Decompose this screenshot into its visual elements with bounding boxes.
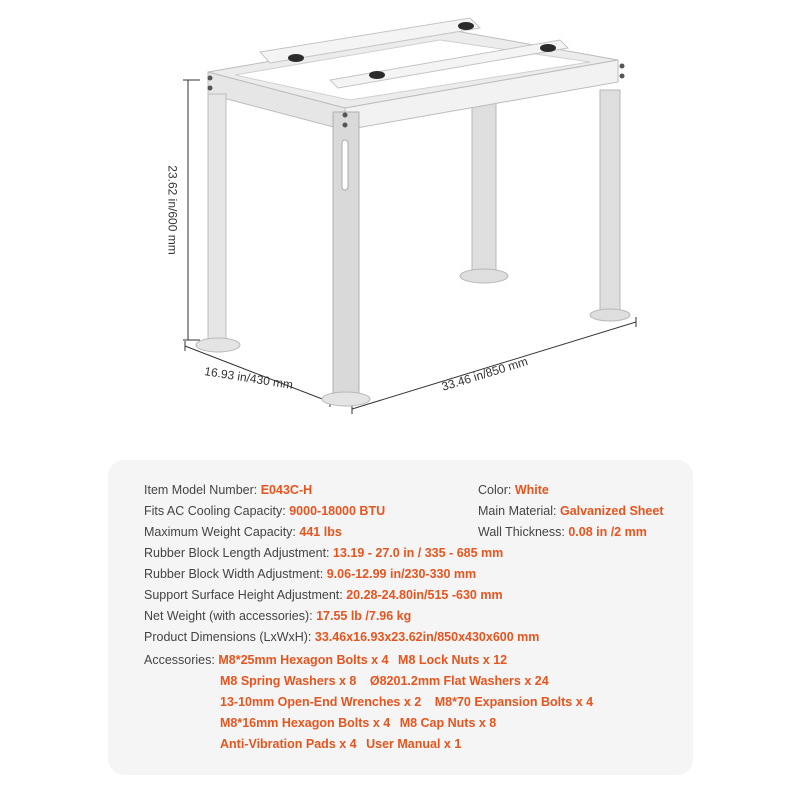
spec-model: Item Model Number: E043C-H (144, 483, 313, 497)
spec-accessories-row-3: 13-10mm Open-End Wrenches x 2 M8*70 Expansion Bolts x 4 (220, 695, 594, 709)
spec-material: Main Material: Galvanized Sheet (478, 504, 664, 518)
spec-color: Color: White (478, 483, 549, 497)
spec-cooling: Fits AC Cooling Capacity: 9000-18000 BTU (144, 504, 386, 518)
spec-rubber-width: Rubber Block Width Adjustment: 9.06-12.99 in/230-330 mm (144, 567, 477, 581)
front-legs (196, 94, 370, 406)
dimension-lines (183, 80, 636, 414)
spec-accessories-row-5: Anti-Vibration Pads x 4 User Manual x 1 (220, 737, 462, 751)
spec-accessories-row-2: M8 Spring Washers x 8 Ø8201.2mm Flat Washers x 24 (220, 674, 549, 688)
depth-dimension-label: 16.93 in/430 mm (203, 364, 294, 392)
spec-card (108, 460, 693, 775)
spec-net-weight: Net Weight (with accessories): 17.55 lb /7.96 kg (144, 609, 412, 623)
spec-accessories-row-1: Accessories: M8*25mm Hexagon Bolts x 4 M8 Lock Nuts x 12 (144, 653, 508, 667)
top-frame (208, 18, 618, 130)
height-dimension-label: 23.62 in/600 mm (165, 165, 180, 255)
spec-wall-thickness: Wall Thickness: 0.08 in /2 mm (478, 525, 647, 539)
spec-surface-height: Support Surface Height Adjustment: 20.28-24.80in/515 -630 mm (144, 588, 503, 602)
width-dimension-label: 33.46 in/850 mm (439, 354, 530, 394)
spec-product-dimensions: Product Dimensions (LxWxH): 33.46x16.93x23.62in/850x430x600 mm (144, 630, 540, 644)
spec-weight-capacity: Maximum Weight Capacity: 441 lbs (144, 525, 342, 539)
spec-rubber-length: Rubber Block Length Adjustment: 13.19 - 27.0 in / 335 - 685 mm (144, 546, 504, 560)
spec-accessories-row-4: M8*16mm Hexagon Bolts x 4 M8 Cap Nuts x 8 (220, 716, 497, 730)
